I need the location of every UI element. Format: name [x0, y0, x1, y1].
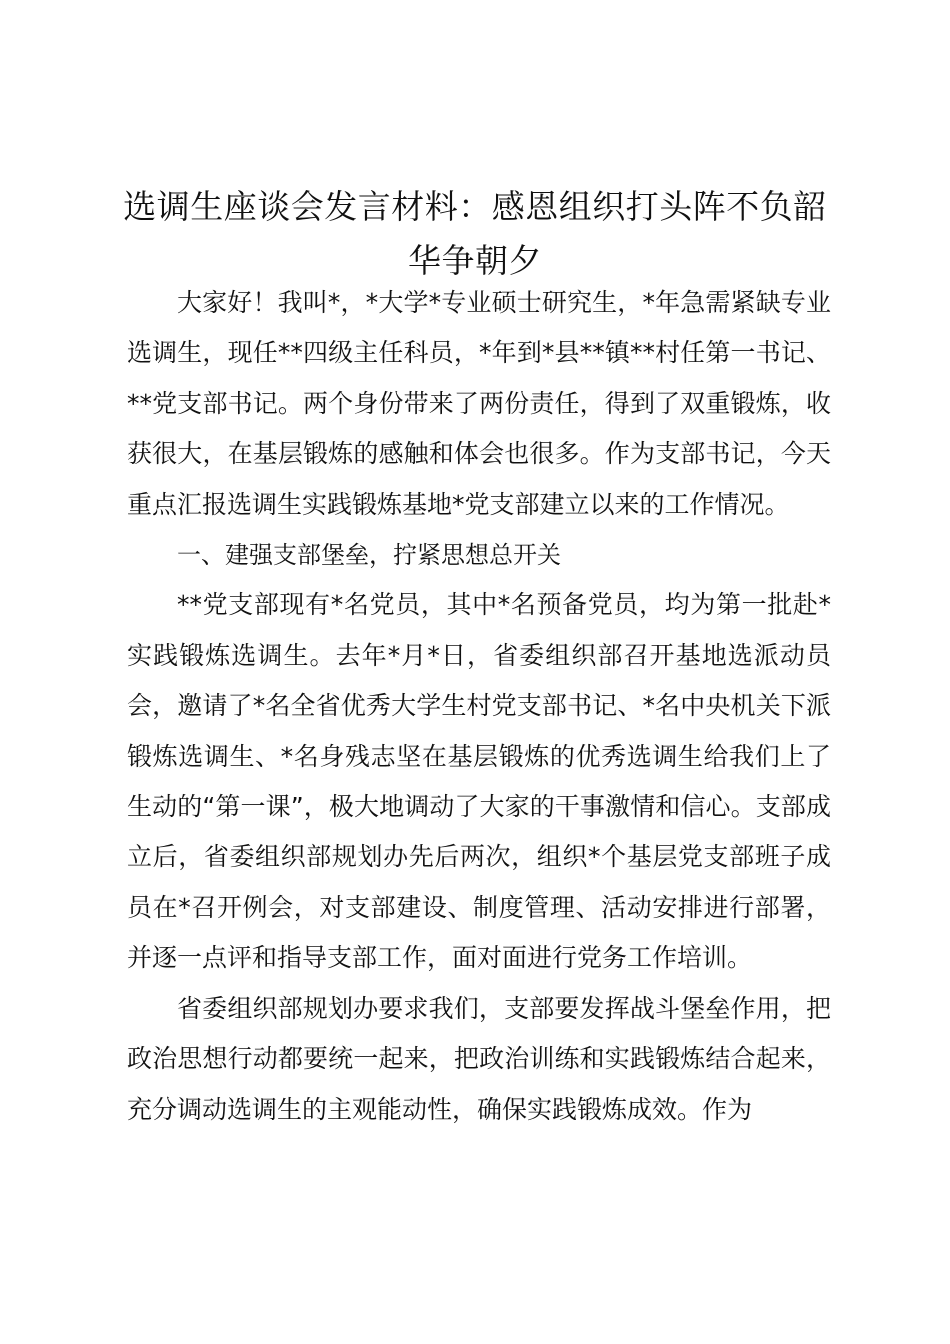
document-body [127, 278, 831, 1135]
paragraph-requirements: 省委组织部规划办要求我们，支部要发挥战斗堡垒作用，把政治思想行动都要统一起来，把政治训练和实践锻炼结合起来，充分调动选调生的主观能动性，确保实践锻炼成效。作为 [127, 993, 831, 1124]
paragraph-branch-overview: **党支部现有*名党员，其中*名预备党员，均为第一批赴*实践锻炼选调生。去年*月*日，省委组织部召开基地选派动员会，邀请了*名全省优秀大学生村党支部书记、*名中央机关下派锻炼选调生、*名身残志坚在基层锻炼的优秀选调生给我们上了生动的“第一课”，极大地调动了大家的干事激情和信心。支部成立后，省委组织部规划办先后两次，组织*个基层党支部班子成员在*召开例会，对支部建设、制度管理、活动安排进行部署，并逐一点评和指导支部工作，面对面进行党务工作培训。 [127, 590, 831, 973]
section-heading-1: 一、建强支部堡垒，拧紧思想总开关 [177, 541, 561, 570]
paragraph-intro: 大家好！我叫*，*大学*专业硕士研究生，*年急需紧缺专业选调生，现任**四级主任科员，*年到*县**镇**村任第一书记、**党支部书记。两个身份带来了两份责任，得到了双重锻炼，收获很大，在基层锻炼的感触和体会也很多。作为支部书记，今天重点汇报选调生实践锻炼基地*党支部建立以来的工作情况。 [127, 288, 831, 519]
document-title: 选调生座谈会发言材料：感恩组织打头阵不负韶华争朝夕 [123, 187, 827, 280]
